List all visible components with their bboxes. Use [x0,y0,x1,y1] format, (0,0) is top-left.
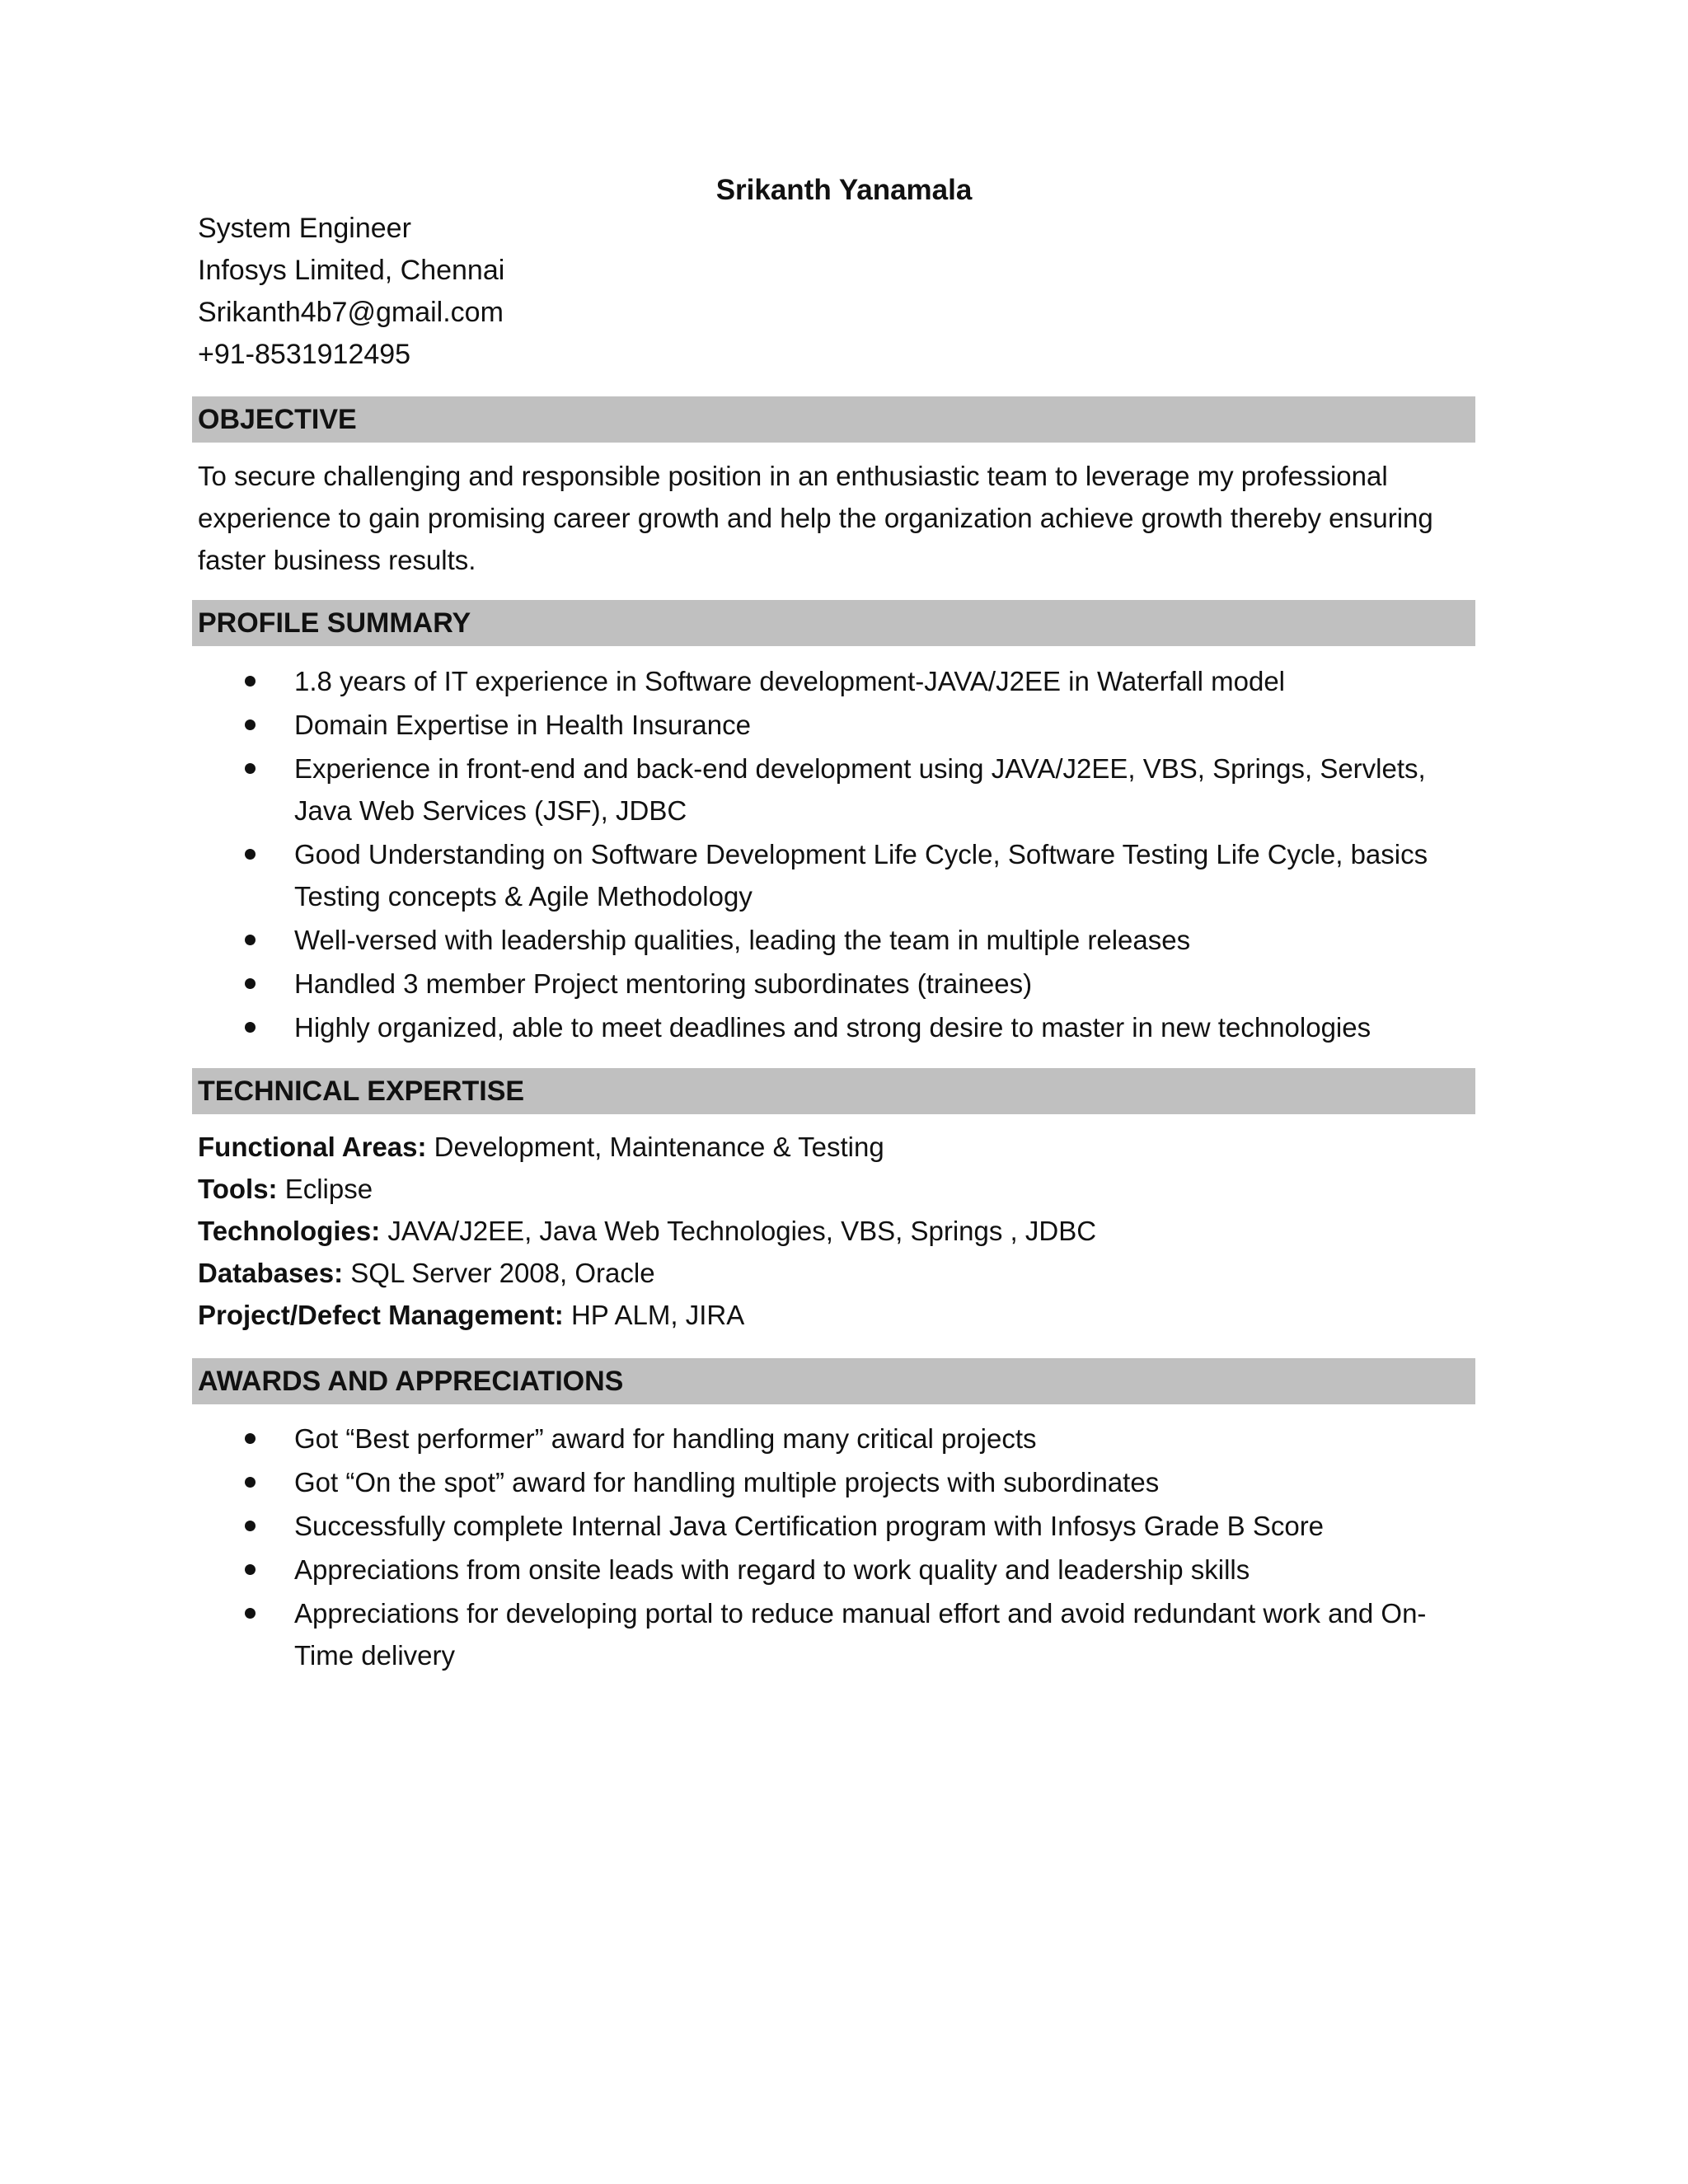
bullet-icon [245,1521,256,1531]
list-item: Successfully complete Internal Java Certification program with Infosys Grade B Score [198,1505,1479,1547]
bullet-icon [245,719,256,730]
list-item: Got “Best performer” award for handling many critical projects [198,1418,1479,1460]
bullet-icon [245,849,256,860]
tech-row: Databases: SQL Server 2008, Oracle [198,1258,655,1288]
list-item: Appreciations for developing portal to reduce manual effort and avoid redundant work and On-Time delivery [198,1592,1479,1676]
tech-row: Technologies: JAVA/J2EE, Java Web Technologies, VBS, Springs , JDBC [198,1216,1097,1246]
list-item: 1.8 years of IT experience in Software development-JAVA/J2EE in Waterfall model [198,660,1479,702]
bullet-icon [245,1608,256,1619]
profile-summary-list [198,660,1479,1050]
bullet-icon [245,763,256,774]
list-item: Highly organized, able to meet deadlines and strong desire to master in new technologies [198,1006,1479,1048]
objective-text: To secure challenging and responsible position in an enthusiastic team to leverage my professional experience to gain promising career growth and help the organization achieve growth thereby ensuring faster business results. [198,461,1433,575]
bullet-icon [245,676,256,687]
company: Infosys Limited, Chennai [198,255,505,286]
list-item: Experience in front-end and back-end development using JAVA/J2EE, VBS, Springs, Servlets, Java Web Services (JSF), JDBC [198,748,1479,832]
awards-heading-bar [192,1358,1475,1404]
list-item: Well-versed with leadership qualities, leading the team in multiple releases [198,919,1479,961]
profile-summary-heading: PROFILE SUMMARY [198,607,471,639]
bullet-icon [245,1433,256,1444]
bullet-icon [245,1564,256,1575]
contact-block [198,208,504,376]
technical-expertise-list [198,1126,1096,1336]
profile-summary-heading-bar [192,600,1475,646]
tech-row: Functional Areas: Development, Maintenance & Testing [198,1132,884,1162]
objective-heading-bar [192,396,1475,443]
list-item: Domain Expertise in Health Insurance [198,704,1479,746]
bullet-icon [245,1022,256,1033]
bullet-icon [245,978,256,989]
job-title: System Engineer [198,213,411,244]
list-item: Good Understanding on Software Development Life Cycle, Software Testing Life Cycle, basics Testing concepts & Agile Methodology [198,833,1479,917]
technical-expertise-heading: TECHNICAL EXPERTISE [198,1076,525,1107]
bullet-icon [245,935,256,945]
bullet-icon [245,1477,256,1488]
phone: +91-8531912495 [198,339,411,370]
list-item: Got “On the spot” award for handling multiple projects with subordinates [198,1461,1479,1503]
awards-list [198,1418,1479,1678]
tech-row: Project/Defect Management: HP ALM, JIRA [198,1300,745,1330]
tech-row: Tools: Eclipse [198,1174,373,1204]
technical-expertise-heading-bar [192,1068,1475,1114]
email: Srikanth4b7@gmail.com [198,297,504,328]
list-item: Handled 3 member Project mentoring subordinates (trainees) [198,963,1479,1005]
candidate-name: Srikanth Yanamala [715,174,973,206]
list-item: Appreciations from onsite leads with regard to work quality and leadership skills [198,1549,1479,1591]
objective-heading: OBJECTIVE [198,404,357,435]
awards-heading: AWARDS AND APPRECIATIONS [198,1366,624,1397]
